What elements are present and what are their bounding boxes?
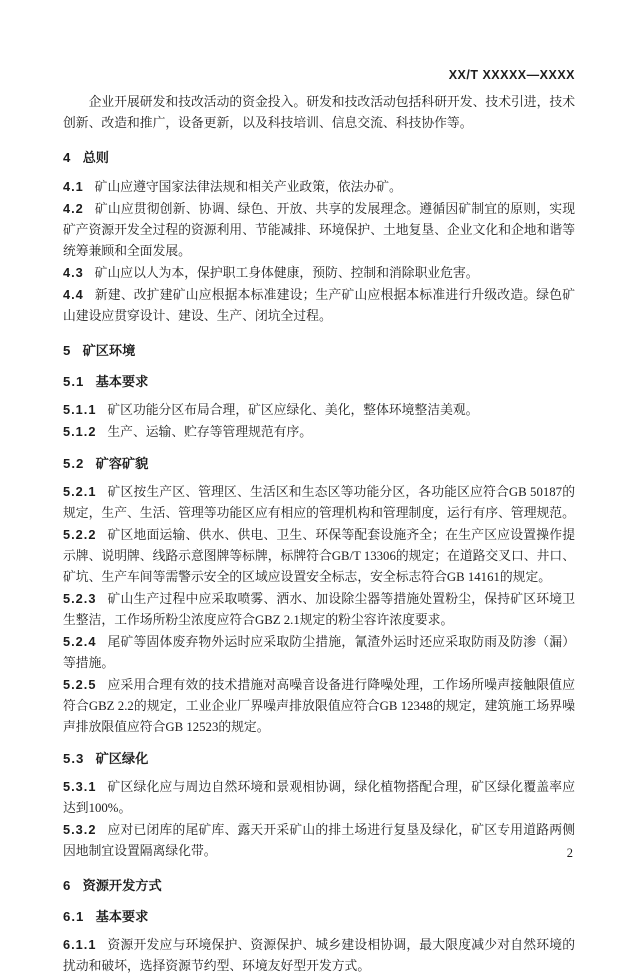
clause (63, 819, 575, 862)
clause-number: 4.1 (63, 179, 84, 194)
section-heading (63, 340, 575, 361)
clause-text: 矿区按生产区、管理区、生活区和生态区等功能分区，各功能区应符合GB 50187的规定，生产、生活、管理等功能区应有相应的管理机构和管理制度，运行有序、管理规范。 (63, 485, 575, 520)
clause-text: 矿山应遵守国家法律法规和相关产业政策，依法办矿。 (94, 180, 402, 194)
clause-number: 5.3.1 (63, 779, 97, 794)
clause-text: 应对已闭库的尾矿库、露天开采矿山的排土场进行复垦及绿化，矿区专用道路两侧因地制宜设置隔离绿化带。 (63, 823, 575, 858)
clause (63, 284, 575, 327)
page-number: 2 (566, 846, 573, 860)
clause-number: 5.2.4 (63, 634, 97, 649)
clause (63, 421, 575, 443)
clause (63, 776, 575, 819)
clause-text: 尾矿等固体废弃物外运时应采取防尘措施，氰渣外运时还应采取防雨及防渗（漏）等措施。 (63, 635, 575, 670)
section-heading (63, 875, 575, 896)
heading-number: 6.1 (63, 909, 85, 924)
document-body (63, 92, 575, 977)
heading-number: 5.3 (63, 751, 85, 766)
heading-title: 基本要求 (95, 909, 149, 924)
clause-text: 生产、运输、贮存等管理规范有序。 (107, 425, 313, 439)
heading-title: 基本要求 (95, 374, 149, 389)
clause-text: 矿山生产过程中应采取喷雾、洒水、加设除尘器等措施处置粉尘，保持矿区环境卫生整洁，工作场所粉尘浓度应符合GBZ 2.1规定的粉尘容许浓度要求。 (63, 592, 575, 627)
clause-number: 4.4 (63, 287, 84, 302)
heading-title: 矿容矿貌 (95, 456, 149, 471)
clause (63, 631, 575, 674)
clause-number: 5.2.3 (63, 591, 97, 606)
clause-text: 新建、改扩建矿山应根据本标准建设；生产矿山应根据本标准进行升级改造。绿色矿山建设应贯穿设计、建设、生产、闭坑全过程。 (63, 288, 575, 323)
section-heading (63, 453, 575, 474)
clause (63, 198, 575, 262)
heading-title: 矿区环境 (82, 343, 136, 358)
heading-number: 4 (63, 150, 72, 165)
clause-number: 5.1.2 (63, 424, 97, 439)
document-code: XX/T XXXXX—XXXX (448, 68, 575, 82)
clause-text: 矿山应以人为本，保护职工身体健康，预防、控制和消除职业危害。 (94, 266, 479, 280)
clause-text: 矿山应贯彻创新、协调、绿色、开放、共享的发展理念。遵循因矿制宜的原则，实现矿产资源开发全过程的资源利用、节能减排、环境保护、土地复垦、企业文化和企地和谐等统筹兼顾和全面发展。 (63, 202, 575, 258)
section-heading (63, 748, 575, 769)
clause-number: 5.2.5 (63, 677, 97, 692)
heading-number: 6 (63, 878, 72, 893)
clause-text: 矿区地面运输、供水、供电、卫生、环保等配套设施齐全；在生产区应设置操作提示牌、说明牌、线路示意图牌等标牌，标牌符合GB/T 13306的规定；在道路交叉口、井口、矿坑、生产车间等需警示安全的区域应设置安全标志，安全标志符合GB 14161的规定。 (63, 528, 575, 584)
heading-number: 5 (63, 343, 72, 358)
clause-text: 应采用合理有效的技术措施对高噪音设备进行降噪处理，工作场所噪声接触限值应符合GBZ 2.2的规定，工业企业厂界噪声排放限值应符合GB 12348的规定，建筑施工场界噪声排放限值应符合GB 12523的规定。 (63, 678, 575, 734)
clause (63, 399, 575, 421)
clause-number: 5.2.1 (63, 484, 97, 499)
section-heading (63, 371, 575, 392)
section-heading (63, 906, 575, 927)
clause (63, 934, 575, 977)
clause-number: 4.3 (63, 265, 84, 280)
heading-title: 矿区绿化 (95, 751, 149, 766)
clause (63, 262, 575, 284)
clause (63, 481, 575, 524)
clause-number: 5.2.2 (63, 527, 97, 542)
heading-number: 5.1 (63, 374, 85, 389)
clause (63, 524, 575, 588)
body-paragraph: 企业开展研发和技改活动的资金投入。研发和技改活动包括科研开发、技术引进，技术创新、改造和推广，设备更新，以及科技培训、信息交流、科技协作等。 (63, 95, 575, 130)
clause-text: 矿区功能分区布局合理，矿区应绿化、美化，整体环境整洁美观。 (107, 403, 479, 417)
clause-number: 5.1.1 (63, 402, 97, 417)
clause-number: 4.2 (63, 201, 84, 216)
clause-number: 5.3.2 (63, 822, 97, 837)
clause (63, 674, 575, 738)
heading-title: 资源开发方式 (82, 878, 162, 893)
clause (63, 176, 575, 198)
clause-text: 矿区绿化应与周边自然环境和景观相协调，绿化植物搭配合理，矿区绿化覆盖率应达到100%。 (63, 780, 575, 815)
heading-number: 5.2 (63, 456, 85, 471)
clause (63, 588, 575, 631)
heading-title: 总则 (82, 150, 109, 165)
clause-number: 6.1.1 (63, 937, 97, 952)
section-heading (63, 147, 575, 168)
clause-text: 资源开发应与环境保护、资源保护、城乡建设相协调，最大限度减少对自然环境的扰动和破坏，选择资源节约型、环境友好型开发方式。 (63, 938, 575, 973)
